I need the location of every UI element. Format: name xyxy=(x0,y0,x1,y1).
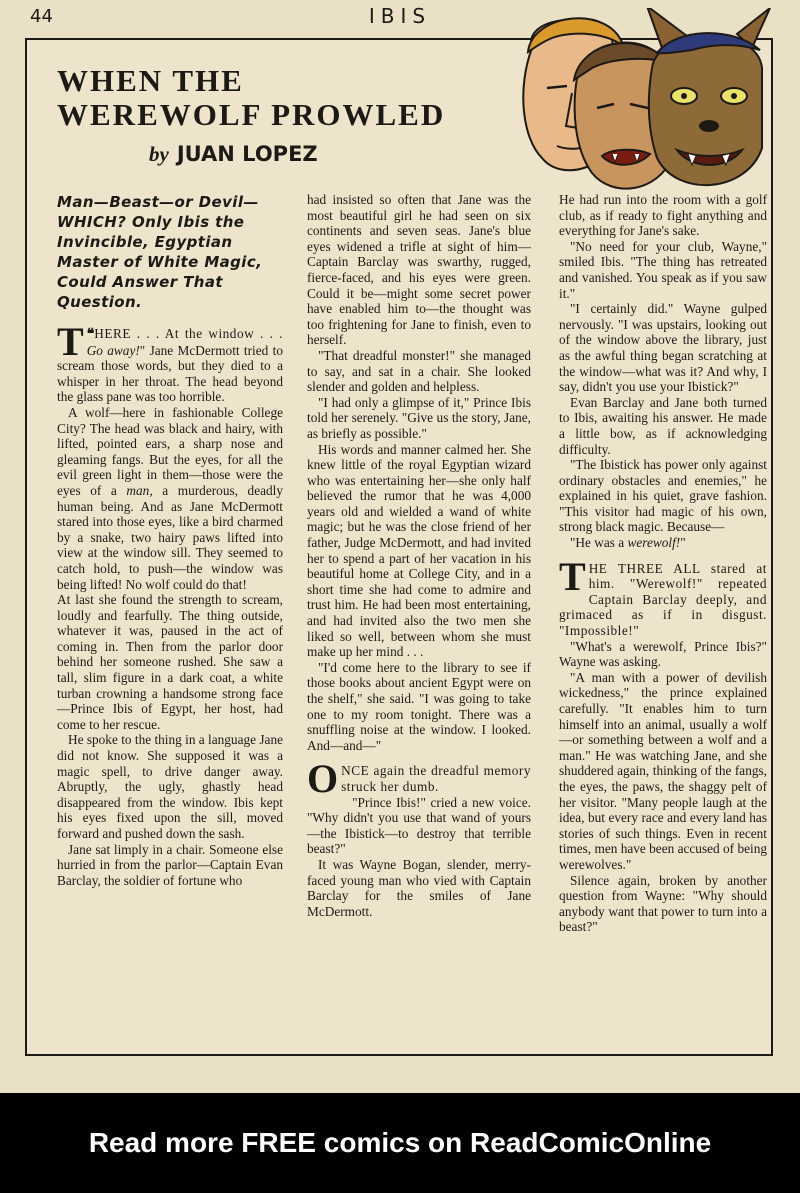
paragraph: "I'd come here to the library to see if those books about ancient Egypt were on the shelf," she said. "I was going to take one to my room tonight. There was a snuffling noise at the window. I looked. And—and—" xyxy=(307,659,531,753)
paragraph: "He was a werewolf!" xyxy=(570,535,686,551)
paragraph: "Prince Ibis!" cried a new voice. "Why didn't you use that wand of yours—the Ibistick—to destroy that terrible beast?" xyxy=(307,794,531,857)
paragraph: ❝ T HERE . . . At the window . . . Go away!" Jane McDermott tried to scream those words, but they died to a whisper in her throat. The head beyond the glass pane was too horrible. xyxy=(57,319,283,405)
footer-banner xyxy=(0,1093,800,1193)
paragraph: His words and manner calmed her. She knew little of the royal Egyptian wizard who was entertaining her—she only half believed the rumor that he was 4,000 years old and wielded a wand of white magic; but he was the close friend of her father, Judge McDermott, and had invited her to spend a part of her vacation in his beautiful home at College City, and in a short time she had come to admire and trust him. He had been most entertaining, and had invited also the two men she liked so well, between whom she must make up her mind . . . xyxy=(307,441,531,660)
paragraph: "No need for your club, Wayne," smiled Ibis. "The thing has retreated and vanished. You speak as if you saw it." xyxy=(559,238,767,301)
story-title xyxy=(57,64,447,132)
page-number: 44 xyxy=(30,6,53,27)
paragraph: Silence again, broken by another question from Wayne: "Why should anybody want that power to turn into a beast?" xyxy=(559,872,767,935)
story-frame xyxy=(25,38,773,1056)
read-more-link[interactable]: Read more FREE comics on ReadComicOnline xyxy=(88,1127,712,1158)
paragraph: "I certainly did." Wayne gulped nervously. "I was upstairs, looking out of the window above the library, just as the awful thing began scratching at the window—what was it? And why, I say, didn't you use your Ibistick?" xyxy=(559,301,767,395)
column-3 xyxy=(559,192,767,935)
werewolf-illustration xyxy=(462,8,774,200)
paragraph: Jane sat limply in a chair. Someone else hurried in from the parlor—Captain Evan Barclay, the soldier of fortune who xyxy=(57,841,283,888)
paragraph: "I had only a glimpse of it," Prince Ibis told her serenely. "Give us the story, Jane, as briefly as possible." xyxy=(307,394,531,441)
byline-by: by xyxy=(149,142,169,166)
magazine-name: IBIS xyxy=(368,4,432,28)
paragraph: It was Wayne Bogan, slender, merry-faced young man who vied with Captain Barclay for the smiles of Jane McDermott. xyxy=(307,856,531,919)
title-block xyxy=(57,64,447,167)
drop-cap: O xyxy=(307,756,339,802)
opening-quote: ❝ xyxy=(86,327,95,342)
title-line-2: WEREWOLF PROWLED xyxy=(57,97,446,132)
drop-cap: T xyxy=(57,319,84,364)
paragraph: He had run into the room with a golf club, as if ready to fight anything and everything for Jane's sake. xyxy=(559,192,767,239)
column-1 xyxy=(57,192,283,888)
paragraph: THE THREE ALL stared at him. "Werewolf!" repeated Captain Barclay deeply, and grimaced as if in disgust. "Impossible!" xyxy=(559,553,767,639)
paragraph: had insisted so often that Jane was the most beautiful girl he had seen on six continents and seven seas. Jane's blue eyes widened a trifle at sight of him—Captain Barclay was swarthy, rugged, fierce-faced, and his eyes were green. Could it be—might some secret power have enabled him to—the thought was too frightening for Jane to finish, even to herself. xyxy=(307,192,531,348)
drop-cap: T xyxy=(559,553,586,599)
story-blurb: Man—Beast—or Devil—WHICH? Only Ibis the Invincible, Egyptian Master of White Magic, Could Answer That Question. xyxy=(57,193,263,311)
paragraph: Evan Barclay and Jane both turned to Ibis, awaiting his answer. He made a little bow, as if acknowledging difficulty. xyxy=(559,394,767,457)
column-2 xyxy=(307,192,531,919)
paragraph: He spoke to the thing in a language Jane did not know. She supposed it was a magic spell, to drive danger away. Abruptly, the ugly, ghastly head disappeared from the window. Ibis kept his eyes fixed upon the sill, moved forward and pushed down the sash. xyxy=(57,732,283,841)
paragraph: "A man with a power of devilish wickedness," the prince explained carefully. "It enables him to turn himself into an animal, usually a wolf—or something between a wolf and a man." He was watching Jane, and she shuddered again, thinking of the fangs, the eyes, the paws, the shaggy pelt of her visitor. "Many people laugh at the idea, but every race and every land has stories of such things. Even in recent times, men have been accused of being werewolves." xyxy=(559,669,767,872)
paragraph: "What's a werewolf, Prince Ibis?" Wayne was asking. xyxy=(559,638,767,670)
paragraph: "That dreadful monster!" she managed to say, and sat in a chair. She looked slender and golden and helpless. xyxy=(307,347,531,395)
werewolf-face-icon xyxy=(647,8,770,185)
paragraph: "The Ibistick has power only against ordinary obstacles and enemies," he explained in his quiet, grave fashion. "This visitor had magic of his own, strong black magic. Because— xyxy=(559,457,767,535)
paragraph: A wolf—here in fashionable College City? The head was black and hairy, with lifted, pointed ears, a sharp nose and gleaming fangs. But the eyes, for all the evil green light in them—those were the eyes of a man, a murderous, deadly human being. And as Jane McDermott stared into those eyes, like a bird charmed by a snake, two hairy paws lifted into view at the window sill. They seemed to catch hold, to push—the window was being lifted! No wolf could do that! xyxy=(57,404,284,592)
byline-author: JUAN LOPEZ xyxy=(176,142,318,166)
byline xyxy=(57,142,447,167)
paragraph: ONCE again the dreadful memory struck her dumb. xyxy=(307,756,531,802)
paragraph: At last she found the strength to scream, loudly and fearfully. The thing outside, whatever it was, paused in the act of coming in. Then from the parlor door behind her someone rushed. She saw a tall, slim figure in a dark coat, a white turban crowning a handsome strong face—Prince Ibis of Egypt, her host, had come to her rescue. xyxy=(57,592,283,732)
title-line-1: WHEN THE xyxy=(57,63,244,98)
